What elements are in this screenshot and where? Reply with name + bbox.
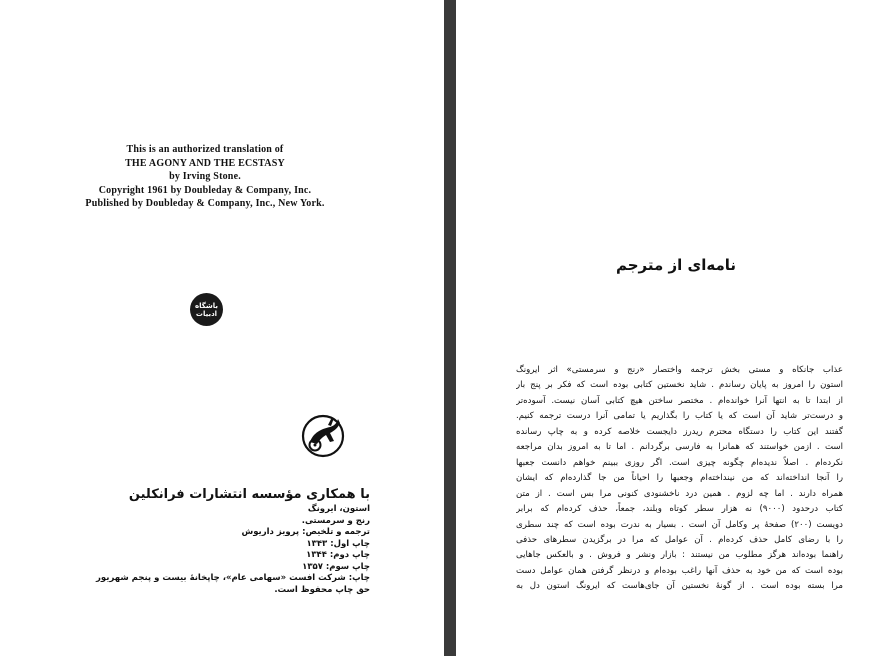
body-line: است . ازمن خواستند که همانرا به فارسی برگردانم . اما تا به امروز بدان مراجعه (516, 442, 843, 453)
seal-text: ادبیات (195, 309, 218, 318)
copyright-notice (60, 143, 350, 211)
copyright-line: Copyright 1961 by Doubleday & Company, Inc. (98, 184, 312, 196)
copyright-line: THE AGONY AND THE ECSTASY (125, 157, 285, 169)
body-line: و درست‌تر شاید آن است که یا کتاب را بگذاریم یا تمامی آنرا درست ترجمه کنیم. (516, 411, 843, 422)
body-line: کتاب درحدود (۹۰۰۰) نه هزار سطر کوتاه وبلند، جمعاً، حذف کرده‌ام که برابر (516, 504, 843, 515)
copyright-line: This is an authorized translation of (126, 144, 284, 155)
meta-line: چاپ سوم: ۱۳۵۷ (302, 561, 370, 572)
book-spine-gutter (444, 0, 456, 656)
translator-note-body (516, 363, 843, 595)
body-line: نکرده‌ام . اصلاً ندیده‌ام چگونه چیزی است. اگر روزی ببینم خواهم دانست جعبها (516, 457, 843, 468)
body-line: از ابتدا تا به انتها آنرا خوانده‌ام . مختصر ساختن هیچ کتابی آسان نیست. آسوده‌تر (516, 395, 843, 406)
copyright-line: Published by Doubleday & Company, Inc., New York. (85, 198, 325, 209)
page-title: نامه‌ای از مترجم (615, 256, 737, 274)
body-line: عذاب جانکاه و مستی بخش ترجمه واختصار «رنج و سرمستی» اثر ایرونگ (516, 365, 843, 375)
meta-line: چاپ اول: ۱۳۴۳ (306, 538, 370, 549)
meta-line: چاپ: شرکت افست «سهامی عام»، چاپخانهٔ بیست و پنجم شهریور (96, 573, 370, 583)
body-line: راهنما بوده‌اند هرگز مطلوب من نیستند : بازار ونشر و فروش . و بالعکس جاهایی (516, 550, 843, 561)
meta-line: چاپ دوم: ۱۳۴۴ (306, 550, 370, 560)
body-line: بوده است که من خود به حذف آنها راغب بوده‌ام و درنظر گرفتن همان عوامل دست (516, 565, 843, 576)
body-line: را با رضای کامل حذف کرده‌ام . آن عوامل که مرا در برگزیدن سطرهای حذفی (516, 534, 843, 545)
seal-text: باشگاه (195, 301, 218, 310)
body-line: همراه دارند . اما چه لزوم . همین درد ناخشنودی کنونی مرا بس است . از متن (516, 488, 843, 499)
library-seal-icon (190, 293, 223, 326)
body-line: دویست (۲۰۰) صفحهٔ پر وکامل آن است . بسیار به ندرت بوده است که چند سطری (516, 519, 843, 530)
meta-line: ترجمه و تلخیص: پرویز داریوش (241, 527, 370, 537)
body-line: استون را امروز به پایان رساندم . شاید نخستین کتابی بوده است که فکر بر پنج بار (516, 380, 843, 391)
right-page (456, 0, 896, 656)
meta-line: حق چاپ محفوظ است. (274, 584, 370, 595)
body-line: گفتند این کتاب را دستگاه محترم ریدرز دایجست خلاصه کرده و به چاپ رسانده (516, 426, 843, 437)
publisher-emblem-icon (301, 411, 345, 459)
body-line: را آنجا انداخته‌اند که من نینداخته‌ام وجعبها را احیاناً من جا گذارده‌ام که ایشان (516, 473, 843, 484)
meta-line: رنج و سرمستی. (301, 515, 370, 526)
copyright-line: by Irving Stone. (169, 171, 241, 182)
publisher-info (96, 485, 370, 596)
left-page (0, 0, 444, 656)
meta-line: استون، ایرونگ (307, 504, 370, 514)
publisher-line: با همکاری مؤسسه انتشارات فرانکلین (128, 487, 370, 502)
body-line: مرا بسته بوده است . از گونهٔ نخستین آن جای‌هاست که ایرونگ استون دل به (516, 581, 843, 592)
